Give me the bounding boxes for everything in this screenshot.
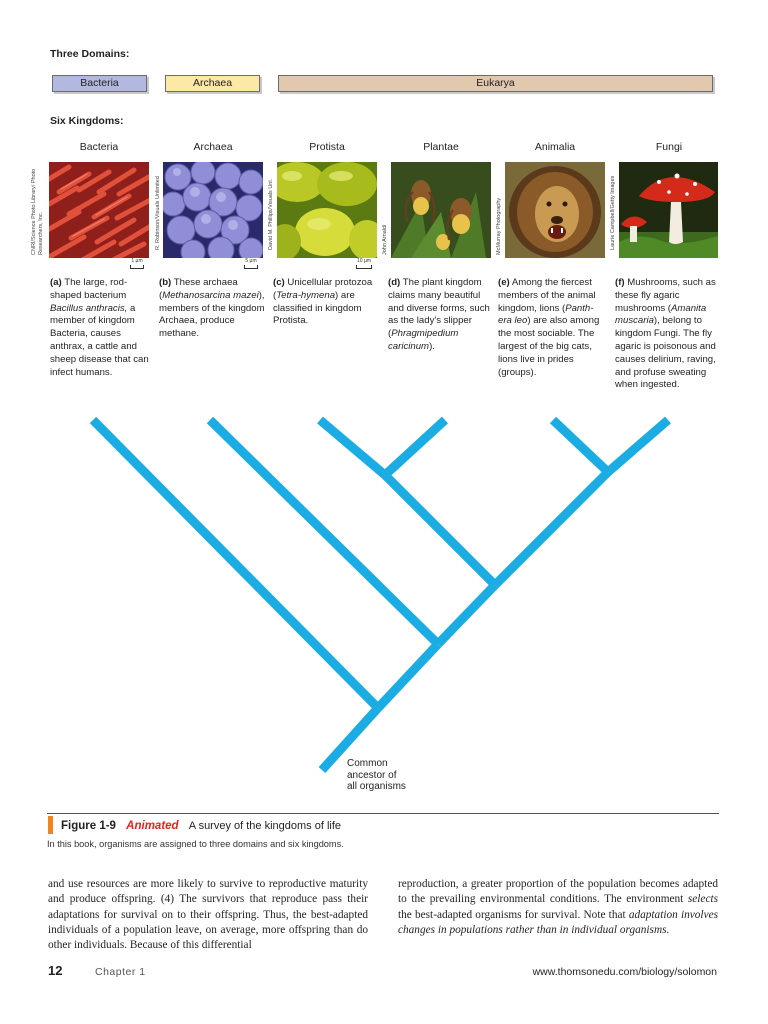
kingdom-label-fungi: Fungi xyxy=(655,141,683,153)
caption-letter: (c) xyxy=(273,277,285,288)
caption-species: Methanosarcina mazei xyxy=(162,289,259,301)
photo-protista xyxy=(277,162,377,258)
body-text-left: and use resources are more likely to survive to reproductive maturity and produce offspring. (4) The survivors that reproduce pass their adaptations for survival on to their offspring. Thus, the best-adapted individuals of a population leave, on average, more offspring than do other individuals. Because of this differential xyxy=(48,878,368,952)
credit-protista: David M. Phillips/Visuals Unl. xyxy=(268,178,274,250)
kingdom-label-plantae: Plantae xyxy=(423,141,459,153)
caption-letter: (d) xyxy=(388,277,401,288)
scale-label: 10 µm xyxy=(357,258,371,264)
photo-fungi xyxy=(619,162,718,258)
scale-bar-bacteria xyxy=(130,258,144,269)
figure-rule xyxy=(47,813,719,814)
caption-archaea xyxy=(159,277,265,341)
caption-text: Mushrooms, such as these fly agaric mushrooms ( xyxy=(615,277,716,314)
caption-text-2: ), belong to kingdom Fungi. The fly agaric is poisonous and causes delirium, raving, and profuse sweating when ingested. xyxy=(615,315,716,391)
branch-archaea-eukarya xyxy=(378,644,438,708)
photo-plantae xyxy=(391,162,491,258)
phylogenetic-tree xyxy=(0,410,768,810)
body-right-2: the best-adapted organisms for survival. Note that xyxy=(398,908,626,921)
caption-text: The large, rod-shaped bacterium xyxy=(50,277,128,301)
domains-heading: Three Domains: xyxy=(50,48,130,60)
caption-species: Bacillus anthracis, xyxy=(50,302,128,314)
kingdom-label-bacteria: Bacteria xyxy=(79,141,119,153)
caption-species: Amanita muscaria xyxy=(615,302,707,327)
caption-plantae xyxy=(388,277,494,354)
footer-url[interactable]: www.thomsonedu.com/biology/solomon xyxy=(532,966,717,978)
caption-letter: (e) xyxy=(498,277,510,288)
scale-bar-protista xyxy=(356,258,372,269)
kingdoms-heading: Six Kingdoms: xyxy=(50,115,124,127)
body-right-selects: selects xyxy=(687,893,718,906)
caption-species: Panth-era leo xyxy=(498,302,594,327)
figure-animated-label: Animated xyxy=(126,820,179,832)
photo-animalia xyxy=(505,162,605,258)
caption-text: Among the fiercest members of the animal kingdom, lions ( xyxy=(498,277,596,314)
branch-bacteria xyxy=(93,420,378,708)
caption-bacteria xyxy=(50,277,156,379)
credit-animalia: McMurray Photography xyxy=(496,197,502,255)
chapter-label: Chapter 1 xyxy=(95,966,146,978)
root-label-line3: all organisms xyxy=(347,781,406,792)
photo-bacteria xyxy=(49,162,149,258)
caption-text: Unicellular protozoa ( xyxy=(273,277,373,301)
branch-fungi xyxy=(608,420,668,472)
figure-accent-bar xyxy=(48,816,53,834)
root-label xyxy=(347,757,406,794)
credit-plantae: John Arnaldi xyxy=(382,224,388,255)
scale-label: 1 µm xyxy=(131,258,143,264)
scale-label: 5 µm xyxy=(245,258,257,264)
caption-letter: (a) xyxy=(50,277,62,288)
caption-text-2: ) are also among the most sociable. The largest of the big cats, lions live in prides (groups). xyxy=(498,315,600,378)
body-right-italic: adaptation involves changes in populations rather than in individual organisms. xyxy=(398,908,718,936)
caption-text-2: ) are classified in kingdom Protista. xyxy=(273,289,362,327)
caption-species: Phragmipedium caricinum xyxy=(388,328,459,352)
kingdom-label-animalia: Animalia xyxy=(534,141,576,153)
figure-subcaption: In this book, organisms are assigned to three domains and six kingdoms. xyxy=(47,839,344,849)
photo-archaea xyxy=(163,162,263,258)
caption-text: The plant kingdom claims many beautiful and diverse forms, such as the lady's slipper ( xyxy=(388,277,490,340)
root-label-line2: ancestor of xyxy=(347,769,397,781)
caption-fungi xyxy=(615,277,721,392)
branch-protista-plantae xyxy=(385,475,495,585)
caption-text-2: ), members of the kingdom Archaea, produce methane. xyxy=(159,289,265,340)
kingdom-label-protista: Protista xyxy=(309,141,345,153)
figure-number: Figure 1-9 xyxy=(61,820,116,832)
branch-eukarya xyxy=(438,585,495,644)
caption-text: These archaea ( xyxy=(159,277,238,301)
body-right-1: reproduction, a greater proportion of the population becomes adapted to the prevailing environmental conditions. The environment xyxy=(398,878,718,906)
branch-protista xyxy=(320,420,385,475)
body-text-right xyxy=(398,877,718,938)
caption-text-2: ). xyxy=(429,340,435,352)
kingdom-label-archaea: Archaea xyxy=(193,141,233,153)
caption-letter: (f) xyxy=(615,277,625,288)
credit-archaea: R. Robinson/Visuals Unlimited xyxy=(155,176,161,250)
branch-animalia-fungi xyxy=(495,472,608,585)
branch-animalia xyxy=(553,420,608,472)
figure-caption xyxy=(61,820,341,832)
caption-protista xyxy=(273,277,379,328)
caption-animalia xyxy=(498,277,604,379)
caption-text-2: a member of kingdom Bacteria, causes anthrax, a cattle and sheep disease that can infect humans. xyxy=(50,302,149,378)
credit-bacteria: CNRI/Science Photo Library/ Photo Researchers, Inc. xyxy=(31,168,44,255)
page-number: 12 xyxy=(48,963,63,978)
domain-archaea: Archaea xyxy=(165,75,260,92)
root-label-line1: Common xyxy=(347,758,388,769)
branch-plantae xyxy=(385,420,445,475)
credit-fungi: Laurie Campbell/Getty Images xyxy=(610,175,616,250)
domain-eukarya: Eukarya xyxy=(278,75,713,92)
caption-species: Tetra-hymena xyxy=(276,289,336,301)
figure-title: A survey of the kingdoms of life xyxy=(188,820,342,832)
caption-letter: (b) xyxy=(159,277,172,288)
domain-bacteria: Bacteria xyxy=(52,75,147,92)
scale-bar-archaea xyxy=(244,258,258,269)
